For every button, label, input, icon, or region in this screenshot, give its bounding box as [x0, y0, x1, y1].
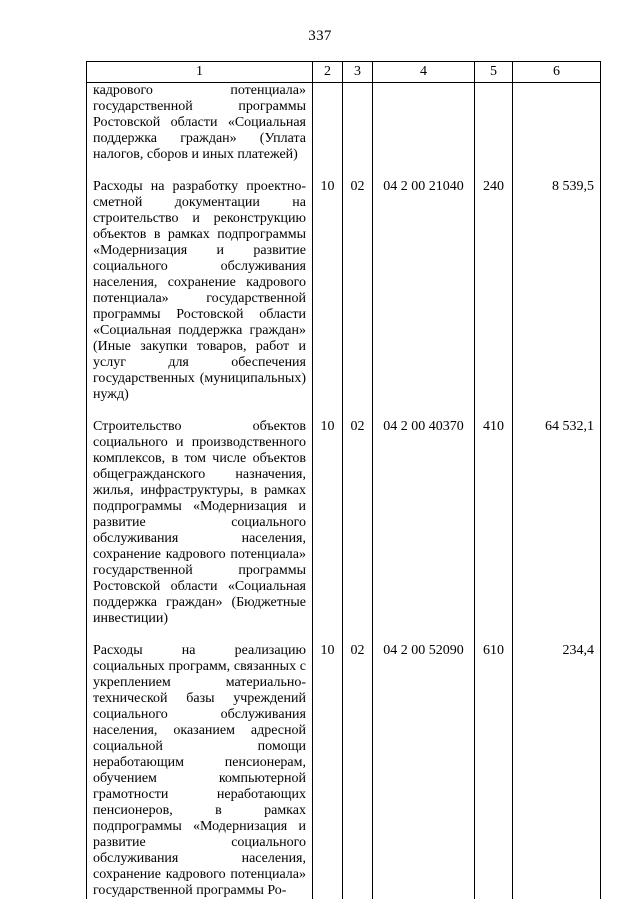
row-section: 10: [313, 163, 343, 403]
row-subsection: [343, 83, 373, 164]
row-section: 10: [313, 627, 343, 899]
budget-table: [86, 61, 601, 899]
header-col-4: 4: [373, 62, 475, 83]
table-row: [87, 403, 601, 627]
row-name: кадрового потенциала» государственной программы Ростовской области «Социальная поддержка граждан» (Уплата налогов, сборов и иных платежей): [87, 83, 313, 164]
header-col-3: 3: [343, 62, 373, 83]
header-col-2: 2: [313, 62, 343, 83]
row-expense-type: 240: [475, 163, 513, 403]
row-target-article: 04 2 00 21040: [373, 163, 475, 403]
row-amount: 64 532,1: [513, 403, 601, 627]
page-number: 337: [308, 28, 332, 44]
row-section: [313, 83, 343, 164]
table-row: [87, 83, 601, 164]
row-section: 10: [313, 403, 343, 627]
row-subsection: 02: [343, 403, 373, 627]
header-col-6: 6: [513, 62, 601, 83]
table-body: [87, 83, 601, 900]
row-name: Расходы на разработку проектно-сметной документации на строительство и реконструкцию объектов в рамках подпрограммы «Модернизация и развитие социального обслуживания населения, сохранение кадрового потенциала» государственной программы Ростовской области «Социальная поддержка граждан» (Иные закупки товаров, работ и услуг для обеспечения государственных (муниципальных) нужд): [87, 163, 313, 403]
row-amount: 8 539,5: [513, 163, 601, 403]
row-subsection: 02: [343, 627, 373, 899]
row-amount: [513, 83, 601, 164]
row-amount: 234,4: [513, 627, 601, 899]
row-expense-type: 410: [475, 403, 513, 627]
header-row: [87, 62, 601, 83]
table-header: [87, 62, 601, 83]
row-subsection: 02: [343, 163, 373, 403]
row-target-article: 04 2 00 40370: [373, 403, 475, 627]
row-name: Строительство объектов социального и производственного комплексов, в том числе объектов общегражданского назначения, жилья, инфраструктуры, в рамках подпрограммы «Модернизация и развитие социального обслуживания населения, сохранение кадрового потенциала» государственной программы Ростовской области «Социальная поддержка граждан» (Бюджетные инвестиции): [87, 403, 313, 627]
header-col-1: 1: [87, 62, 313, 83]
table-row: [87, 163, 601, 403]
row-target-article: [373, 83, 475, 164]
table-row: [87, 627, 601, 899]
row-expense-type: 610: [475, 627, 513, 899]
row-name: Расходы на реализацию социальных программ, связанных с укреплением материально-технической базы учреждений социального обслуживания населения, оказанием адресной социальной помощи неработающим пенсионерам, обучением компьютерной грамотности неработающих пенсионеров, в рамках подпрограммы «Модернизация и развитие социального обслуживания населения, сохранение кадрового потенциала» государственной программы Ро-: [87, 627, 313, 899]
row-target-article: 04 2 00 52090: [373, 627, 475, 899]
row-expense-type: [475, 83, 513, 164]
header-col-5: 5: [475, 62, 513, 83]
